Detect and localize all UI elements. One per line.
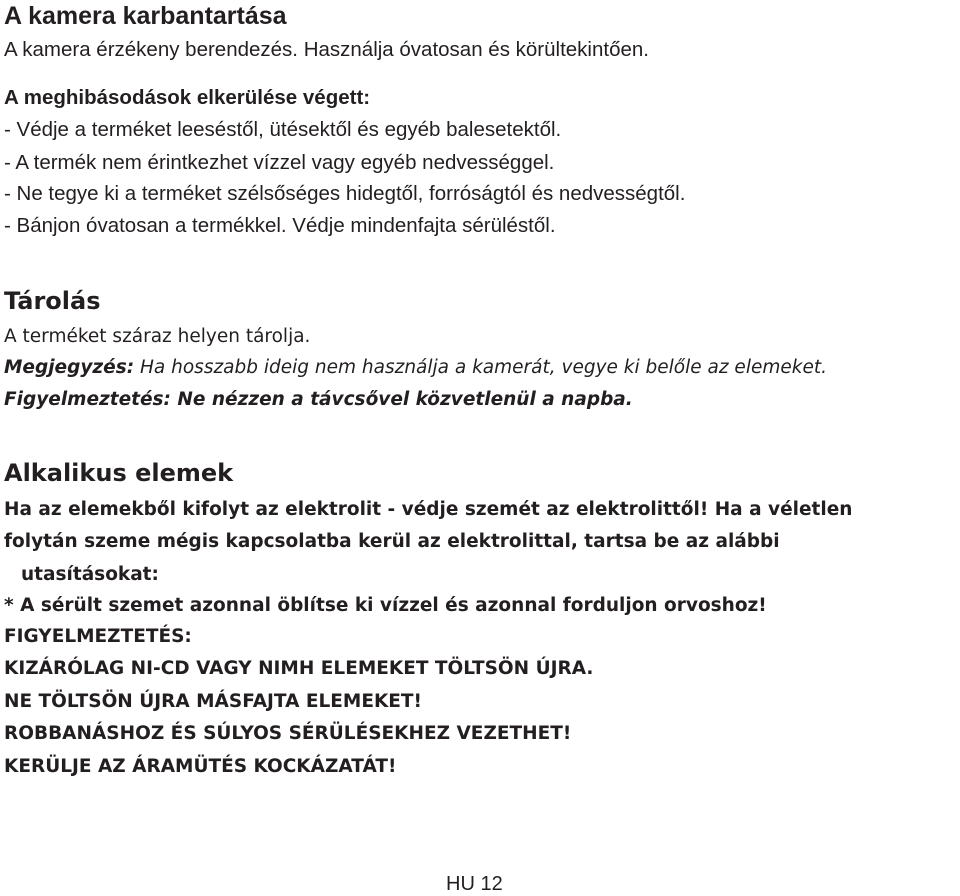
camera-care-item: - Védje a terméket leeséstől, ütésektől és egyéb balesetektől. xyxy=(4,118,562,141)
batteries-warning-line: KERÜLJE AZ ÁRAMÜTÉS KOCKÁZATÁT! xyxy=(4,756,397,777)
storage-note xyxy=(4,355,827,381)
camera-care-item: - Ne tegye ki a terméket szélsőséges hidegtől, forróságtól és nedvességtől. xyxy=(4,182,686,205)
batteries-warning-line: ROBBANÁSHOZ ÉS SÚLYOS SÉRÜLÉSEKHEZ VEZETHET! xyxy=(4,723,572,744)
batteries-line: * A sérült szemet azonnal öblítse ki vízzel és azonnal forduljon orvoshoz! xyxy=(4,595,767,616)
batteries-warning-label: FIGYELMEZTETÉS: xyxy=(4,626,192,647)
batteries-warning-line: NE TÖLTSÖN ÚJRA MÁSFAJTA ELEMEKET! xyxy=(4,691,422,712)
batteries-warning-line: KIZÁRÓLAG NI-CD VAGY NIMH ELEMEKET TÖLTSÖN ÚJRA. xyxy=(4,658,594,679)
storage-note-label: Megjegyzés: xyxy=(4,357,135,378)
section-title-batteries: Alkalikus elemek xyxy=(4,459,234,487)
camera-care-intro: A kamera érzékeny berendezés. Használja óvatosan és körültekintően. xyxy=(4,38,649,61)
camera-care-subheading: A meghibásodások elkerülése végett: xyxy=(4,86,371,109)
section-title-camera-care: A kamera karbantartása xyxy=(4,2,287,30)
camera-care-item: - Bánjon óvatosan a termékkel. Védje mindenfajta sérüléstől. xyxy=(4,214,556,237)
batteries-line: Ha az elemekből kifolyt az elektrolit - védje szemét az elektrolittől! Ha a véletlen xyxy=(4,499,853,520)
section-title-storage: Tárolás xyxy=(4,287,101,315)
batteries-line: utasításokat: xyxy=(21,564,159,585)
batteries-line: folytán szeme mégis kapcsolatba kerül az elektrolittal, tartsa be az alábbi xyxy=(4,531,780,552)
camera-care-item: - A termék nem érintkezhet vízzel vagy egyéb nedvességgel. xyxy=(4,151,555,174)
storage-note-text: Ha hosszabb ideig nem használja a kamerát, vegye ki belőle az elemeket. xyxy=(134,357,827,378)
storage-text: A terméket száraz helyen tárolja. xyxy=(4,326,311,347)
page-number: HU 12 xyxy=(446,873,503,895)
storage-warning: Figyelmeztetés: Ne nézzen a távcsővel közvetlenül a napba. xyxy=(4,389,633,410)
